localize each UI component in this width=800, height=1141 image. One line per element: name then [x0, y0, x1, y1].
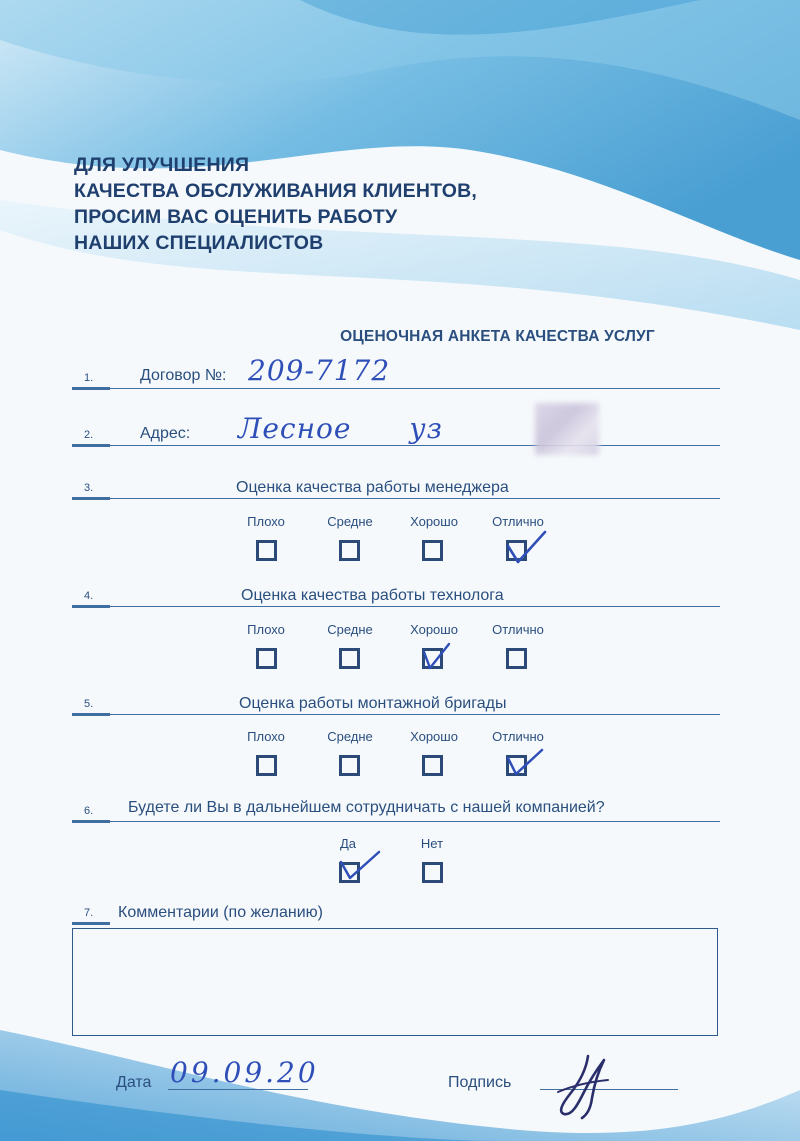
check-mark-icon [418, 640, 454, 674]
signature-label: Подпись [448, 1074, 512, 1091]
question-label: Будете ли Вы в дальнейшем сотрудничать с нашей компанией? [128, 799, 605, 816]
row-number: 2. [84, 429, 94, 441]
option-label: Хорошо [410, 729, 458, 744]
address-label: Адрес: [140, 425, 191, 442]
option-label: Плохо [247, 729, 285, 744]
row-line [72, 714, 720, 715]
checkbox-manager-average[interactable] [339, 540, 360, 561]
option-label: Средне [327, 514, 373, 529]
checkbox-crew-good[interactable] [422, 755, 443, 776]
header-line: ДЛЯ УЛУЧШЕНИЯ [74, 154, 250, 176]
check-mark-icon [500, 744, 546, 780]
option-label: Отлично [492, 729, 544, 744]
checkbox-technologist-average[interactable] [339, 648, 360, 669]
row-number: 6. [84, 805, 94, 817]
header-title [74, 152, 477, 256]
option-label: Плохо [247, 622, 285, 637]
question-label: Оценка работы монтажной бригады [239, 695, 507, 712]
header-line: ПРОСИМ ВАС ОЦЕНИТЬ РАБОТУ [74, 206, 398, 228]
row-line [72, 498, 720, 499]
option-label: Отлично [492, 622, 544, 637]
checkbox-no[interactable] [422, 862, 443, 883]
check-mark-icon [333, 846, 383, 884]
question-label: Оценка качества работы менеджера [236, 479, 509, 496]
row-line [72, 388, 720, 389]
check-mark-icon [500, 528, 550, 568]
question-label: Оценка качества работы технолога [241, 587, 504, 604]
option-label: Плохо [247, 514, 285, 529]
checkbox-manager-good[interactable] [422, 540, 443, 561]
contract-number-field[interactable]: 209-7172 [248, 354, 391, 387]
header-line: КАЧЕСТВА ОБСЛУЖИВАНИЯ КЛИЕНТОВ, [74, 180, 478, 202]
row-number: 5. [84, 698, 94, 710]
option-label: Средне [327, 729, 373, 744]
row-number: 1. [84, 372, 94, 384]
comments-label: Комментарии (по желанию) [118, 904, 323, 921]
contract-label: Договор №: [140, 367, 227, 384]
option-label: Хорошо [410, 514, 458, 529]
checkbox-manager-bad[interactable] [256, 540, 277, 561]
comments-textarea[interactable] [72, 928, 718, 1036]
date-label: Дата [116, 1074, 152, 1091]
row-line [72, 445, 720, 446]
date-line [168, 1089, 308, 1090]
option-label: Средне [327, 622, 373, 637]
checkbox-technologist-bad[interactable] [256, 648, 277, 669]
signature-field[interactable] [548, 1046, 628, 1126]
redacted-area [535, 403, 599, 455]
row-line [72, 821, 720, 822]
form-title: ОЦЕНОЧНАЯ АНКЕТА КАЧЕСТВА УСЛУГ [340, 328, 655, 345]
row-number: 4. [84, 590, 94, 602]
checkbox-crew-average[interactable] [339, 755, 360, 776]
row-line [72, 606, 720, 607]
date-field[interactable]: 09.09.20 [170, 1056, 319, 1089]
row-marker [72, 922, 110, 925]
row-number: 7. [84, 907, 94, 919]
header-line: НАШИХ СПЕЦИАЛИСТОВ [74, 232, 324, 254]
row-number: 3. [84, 482, 94, 494]
checkbox-crew-bad[interactable] [256, 755, 277, 776]
option-label: Да [339, 836, 357, 851]
checkbox-technologist-excellent[interactable] [506, 648, 527, 669]
option-label: Хорошо [410, 622, 458, 637]
option-label: Отлично [492, 514, 544, 529]
option-label: Нет [420, 836, 444, 851]
address-field[interactable]: Лесное уз [238, 412, 443, 445]
